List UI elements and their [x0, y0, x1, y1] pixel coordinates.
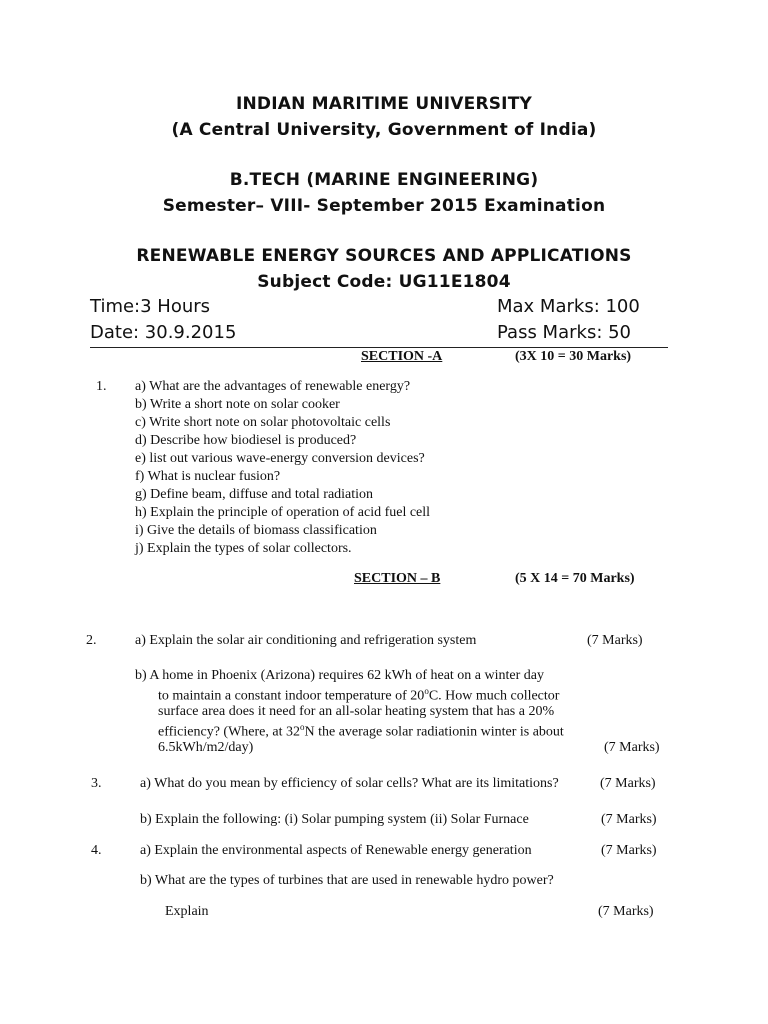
question-3b: b) Explain the following: (i) Solar pumping system (ii) Solar Furnace: [140, 812, 529, 827]
question-2a-marks: (7 Marks): [587, 633, 643, 648]
question-4b-marks: (7 Marks): [598, 904, 654, 919]
question-2b-line-2: to maintain a constant indoor temperature of 20$^o$C. How much collector: [158, 686, 560, 704]
question-1j: j) Explain the types of solar collectors.: [135, 541, 352, 556]
question-1d: d) Describe how biodiesel is produced?: [135, 433, 357, 448]
question-1c: c) Write short note on solar photovoltaic cells: [135, 415, 391, 430]
question-3a: a) What do you mean by efficiency of solar cells? What are its limitations?: [140, 776, 559, 791]
university-subtitle: (A Central University, Government of India): [171, 120, 597, 140]
section-a-title: SECTION -A: [361, 349, 443, 364]
section-b-marks: (5 X 14 = 70 Marks): [515, 571, 635, 586]
question-2a: a) Explain the solar air conditioning and refrigeration system: [135, 633, 477, 648]
question-1g: g) Define beam, diffuse and total radiation: [135, 487, 374, 502]
max-marks: Max Marks: 100: [497, 296, 640, 317]
question-1b: b) Write a short note on solar cooker: [135, 397, 340, 412]
pass-marks: Pass Marks: 50: [497, 322, 632, 343]
question-3a-marks: (7 Marks): [600, 776, 656, 791]
section-a-marks: (3X 10 = 30 Marks): [515, 349, 632, 364]
question-1i: i) Give the details of biomass classification: [135, 523, 377, 538]
question-4a-marks: (7 Marks): [601, 843, 657, 858]
header-divider: [90, 347, 668, 348]
section-b-title: SECTION – B: [354, 571, 441, 586]
question-1-number: 1.: [96, 379, 107, 394]
exam-time: Time:3 Hours: [90, 296, 211, 317]
question-1e: e) list out various wave-energy conversion devices?: [135, 451, 425, 466]
subject-code: Subject Code: UG11E1804: [257, 272, 511, 292]
question-4-number: 4.: [91, 843, 102, 858]
question-2b-line-3: surface area does it need for an all-solar heating system that has a 20%: [158, 704, 555, 719]
question-4b-line-2: Explain: [165, 904, 209, 919]
university-name: INDIAN MARITIME UNIVERSITY: [235, 94, 533, 114]
question-1h: h) Explain the principle of operation of acid fuel cell: [135, 505, 431, 520]
program-title: B.TECH (MARINE ENGINEERING): [229, 170, 539, 190]
question-2b-line-5: 6.5kWh/m2/day): [158, 740, 254, 755]
question-3-number: 3.: [91, 776, 102, 791]
question-4a: a) Explain the environmental aspects of Renewable energy generation: [140, 843, 532, 858]
question-2b-marks: (7 Marks): [604, 740, 660, 755]
question-3b-marks: (7 Marks): [601, 812, 657, 827]
subject-title: RENEWABLE ENERGY SOURCES AND APPLICATIONS: [136, 246, 632, 266]
question-2-number: 2.: [86, 633, 97, 648]
question-1f: f) What is nuclear fusion?: [135, 469, 281, 484]
question-2b-line-4: efficiency? (Where, at 32$^o$N the average solar radiationin winter is about: [158, 722, 564, 740]
semester-title: Semester– VIII- September 2015 Examination: [162, 196, 606, 216]
question-2b-line-1: b) A home in Phoenix (Arizona) requires 62 kWh of heat on a winter day: [135, 668, 545, 683]
question-1a: a) What are the advantages of renewable energy?: [135, 379, 411, 394]
exam-date: Date: 30.9.2015: [90, 322, 237, 343]
question-4b-line-1: b) What are the types of turbines that are used in renewable hydro power?: [140, 873, 554, 888]
